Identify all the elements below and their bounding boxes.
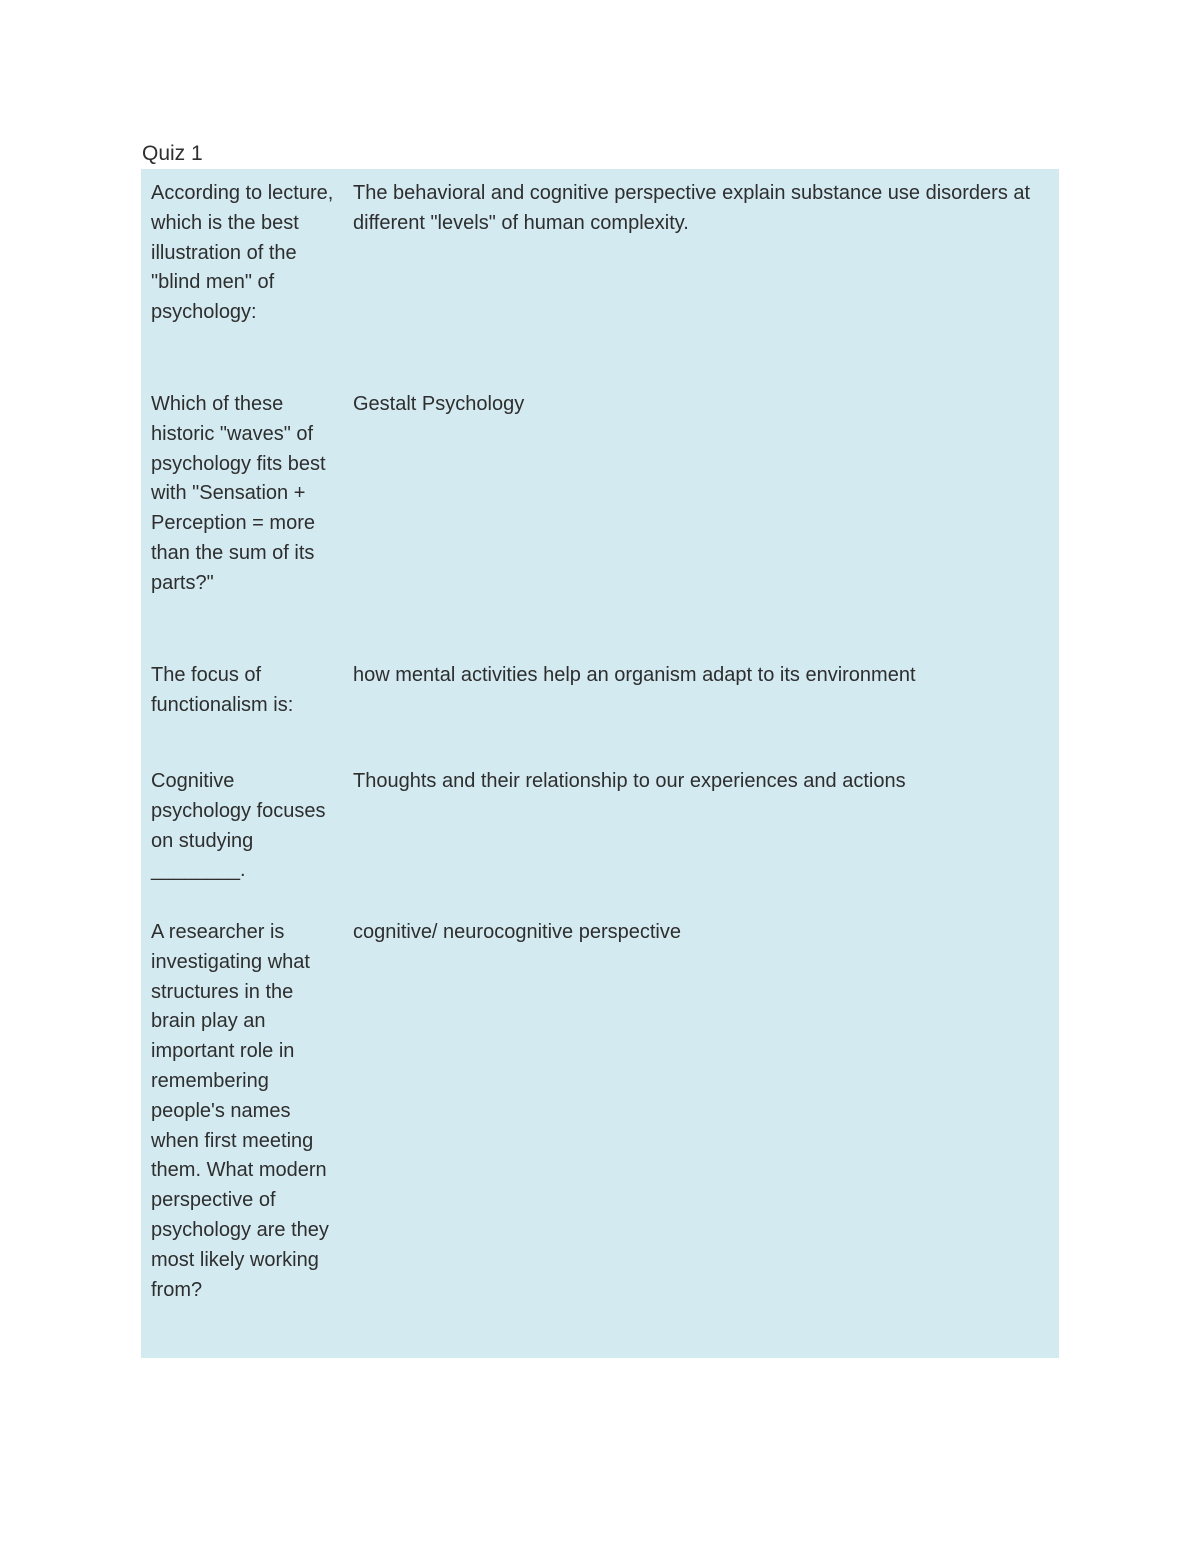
answer-cell: Thoughts and their relationship to our experiences and actions <box>353 770 906 792</box>
answer-cell: cognitive/ neurocognitive perspective <box>353 921 681 943</box>
answer-cell: The behavioral and cognitive perspective explain substance use disorders at different "levels" of human complexity. <box>353 182 1031 234</box>
question-cell: The focus of functionalism is: <box>151 664 294 716</box>
question-cell: A researcher is investigating what structures in the brain play an important role in remembering people's names when first meeting them. What modern perspective of psychology are they most likely working from? <box>151 921 329 1301</box>
question-cell: Which of these historic "waves" of psychology fits best with "Sensation + Perception = more than the sum of its parts?" <box>151 393 326 594</box>
answer-cell: Gestalt Psychology <box>353 393 525 415</box>
answer-cell: how mental activities help an organism adapt to its environment <box>353 664 916 686</box>
question-cell: According to lecture, which is the best illustration of the "blind men" of psychology: <box>151 182 334 324</box>
question-cell: Cognitive psychology focuses on studying ________. <box>151 770 326 882</box>
quiz-table <box>141 169 1059 1358</box>
page-title: Quiz 1 <box>142 142 203 165</box>
